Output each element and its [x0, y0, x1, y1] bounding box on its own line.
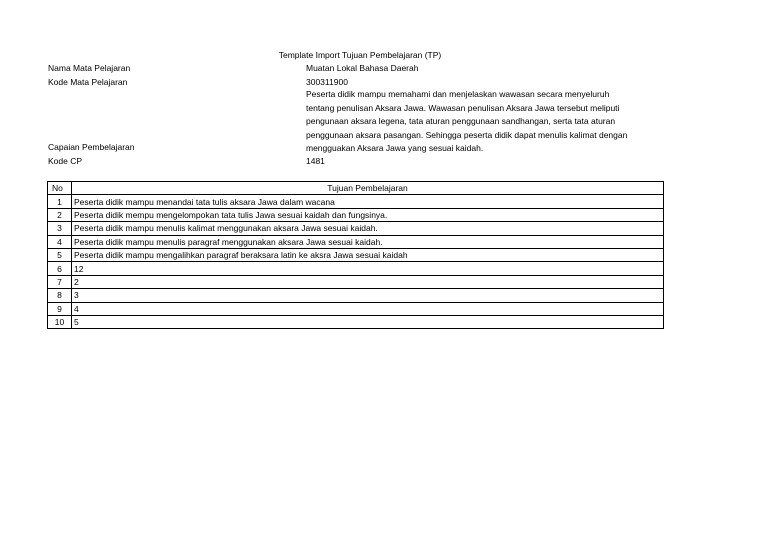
row-number: 1 [48, 195, 72, 208]
table-row [48, 195, 664, 208]
row-number: 4 [48, 235, 72, 248]
row-number: 10 [48, 315, 72, 328]
table-row [48, 208, 664, 221]
row-tujuan: Peserta didik mampu menulis paragraf menggunakan aksara Jawa sesuai kaidah. [72, 235, 664, 248]
table-row [48, 222, 664, 235]
kode-cp-value: 1481 [306, 156, 325, 166]
row-number: 5 [48, 248, 72, 261]
table-row [48, 235, 664, 248]
header-no: No [48, 182, 72, 195]
table-header-row [48, 182, 664, 195]
table-row [48, 302, 664, 315]
capaian-line: Peserta didik mampu memahami dan menjelaskan wawasan secara menyeluruh [306, 89, 610, 99]
row-number: 7 [48, 275, 72, 288]
kode-cp-label: Kode CP [48, 156, 83, 166]
capaian-line: mengguakan Aksara Jawa yang sesuai kaidah. [306, 143, 484, 153]
table-row [48, 275, 664, 288]
row-tujuan: 2 [72, 275, 664, 288]
row-tujuan: 5 [72, 315, 664, 328]
row-number: 8 [48, 289, 72, 302]
row-tujuan: Peserta didik mampu mengalihkan paragraf beraksara latin ke aksra Jawa sesuai kaidah [72, 248, 664, 261]
row-tujuan: 12 [72, 262, 664, 275]
table-row [48, 248, 664, 261]
row-tujuan: Peserta didik mampu menulis kalimat menggunakan aksara Jawa sesuai kaidah. [72, 222, 664, 235]
capaian-pembelajaran-label: Capaian Pembelajaran [48, 142, 135, 152]
row-tujuan: Peserta didik mempu mengelompokan tata tulis Jawa sesuai kaidah dan fungsinya. [72, 208, 664, 221]
page-title: Template Import Tujuan Pembelajaran (TP) [278, 50, 442, 60]
row-number: 3 [48, 222, 72, 235]
header-tujuan-pembelajaran: Tujuan Pembelajaran [72, 182, 664, 195]
kode-mapel-value: 300311900 [306, 77, 348, 87]
row-number: 2 [48, 208, 72, 221]
tujuan-pembelajaran-table [47, 181, 664, 329]
row-number: 6 [48, 262, 72, 275]
table-row [48, 262, 664, 275]
capaian-pembelajaran-text [306, 88, 656, 156]
capaian-line: tentang penulisan Aksara Jawa. Wawasan penulisan Aksara Jawa tersebut meliputi [306, 102, 620, 113]
table-row [48, 315, 664, 328]
row-tujuan: Peserta didik mampu menandai tata tulis aksara Jawa dalam wacana [72, 195, 664, 208]
row-tujuan: 3 [72, 289, 664, 302]
capaian-line: pengunaan aksara legena, tata aturan penggunaan sandhangan, serta tata aturan [306, 116, 616, 126]
table-row [48, 289, 664, 302]
nama-mapel-value: Muatan Lokal Bahasa Daerah [306, 63, 419, 73]
row-tujuan: 4 [72, 302, 664, 315]
capaian-line: penggunaan aksara pasangan. Sehingga peserta didik dapat menulis kalimat dengan [306, 129, 628, 140]
kode-mapel-label: Kode Mata Pelajaran [48, 77, 128, 87]
row-number: 9 [48, 302, 72, 315]
nama-mapel-label: Nama Mata Pelajaran [48, 63, 131, 73]
